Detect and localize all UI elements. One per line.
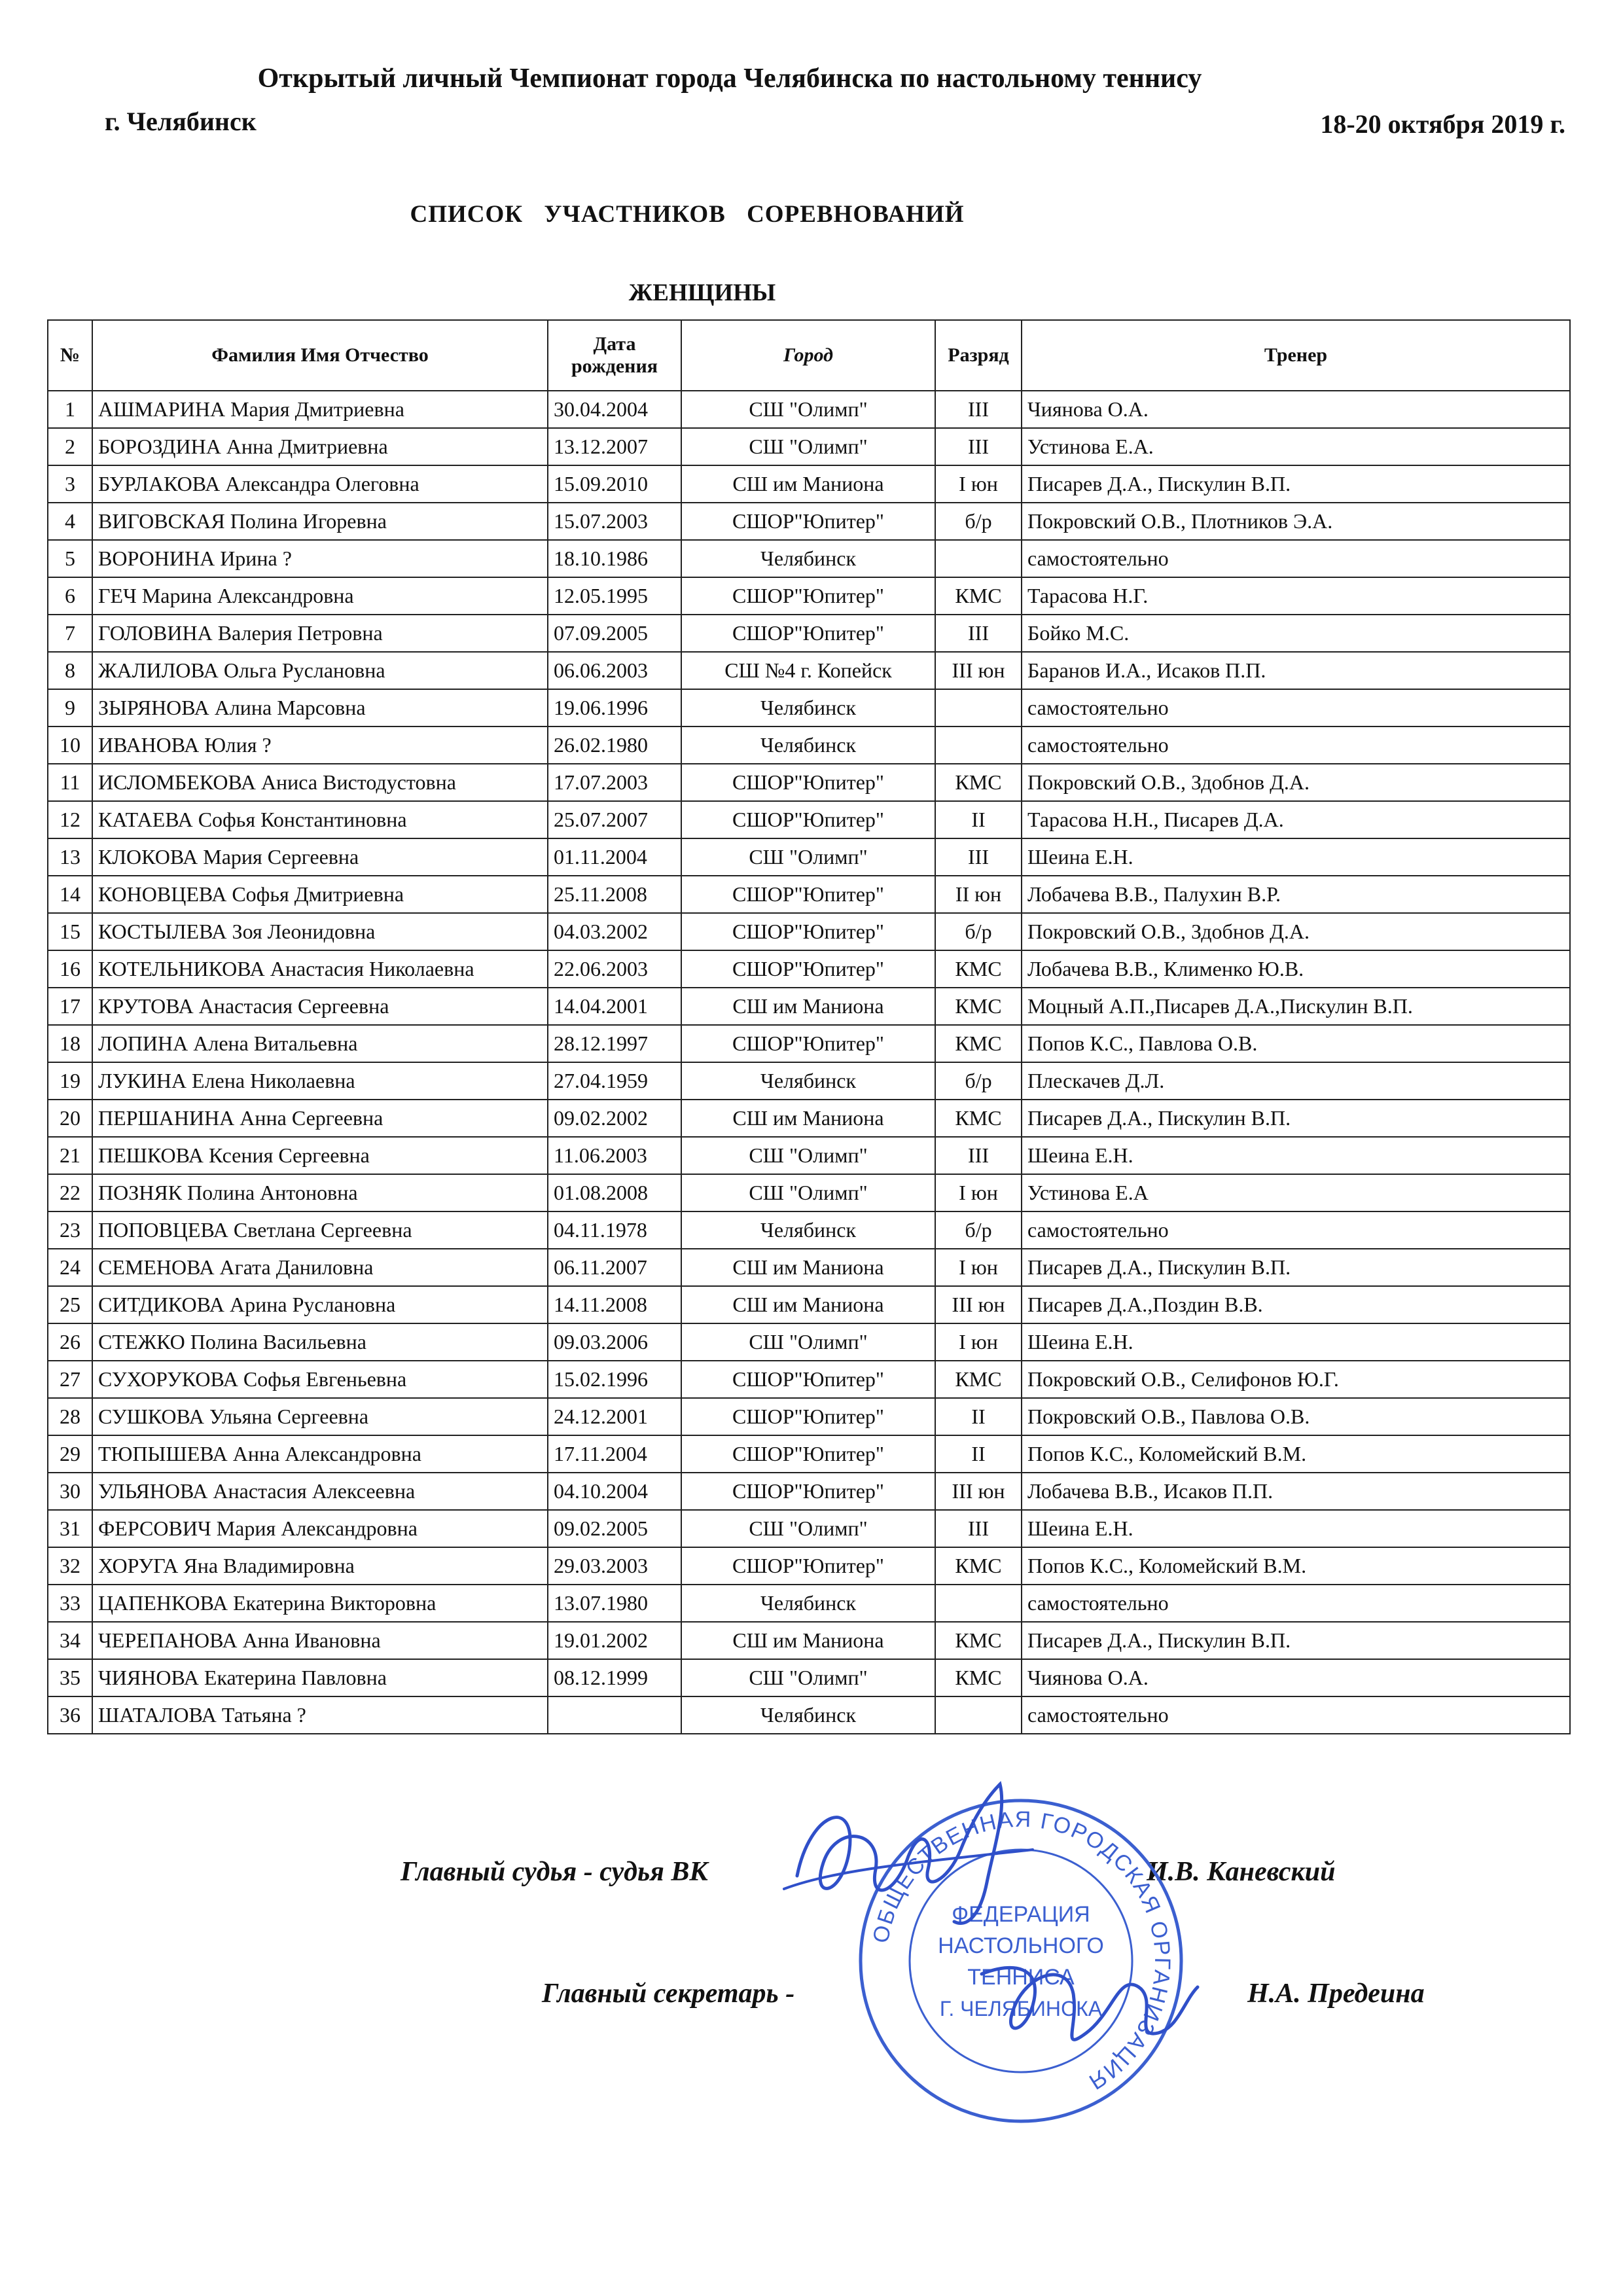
participant-name: ГЕЧ Марина Александровна — [92, 577, 548, 615]
participant-coach: Баранов И.А., Исаков П.П. — [1022, 652, 1570, 689]
participant-name: КОНОВЦЕВА Софья Дмитриевна — [92, 876, 548, 913]
birth-date: 01.11.2004 — [548, 838, 681, 876]
table-row — [48, 1062, 1570, 1100]
participant-city: Челябинск — [681, 1696, 935, 1734]
birth-date: 19.06.1996 — [548, 689, 681, 726]
participant-rank: III — [935, 428, 1022, 465]
participant-rank: I юн — [935, 465, 1022, 503]
birth-date: 09.03.2006 — [548, 1323, 681, 1361]
event-dates: 18-20 октября 2019 г. — [1320, 109, 1565, 139]
participant-coach: Писарев Д.А.,Поздин В.В. — [1022, 1286, 1570, 1323]
participant-city: СШ "Олимп" — [681, 1137, 935, 1174]
participant-rank: КМС — [935, 988, 1022, 1025]
birth-date: 15.07.2003 — [548, 503, 681, 540]
table-row — [48, 465, 1570, 503]
participants-table — [47, 319, 1571, 1734]
participant-city: СШ "Олимп" — [681, 1323, 935, 1361]
header-coach: Тренер — [1022, 320, 1570, 391]
chief-judge-label: Главный судья - судья ВК — [401, 1857, 708, 1887]
row-number: 21 — [48, 1137, 92, 1174]
participant-name: ЧЕРЕПАНОВА Анна Ивановна — [92, 1622, 548, 1659]
participant-coach: самостоятельно — [1022, 726, 1570, 764]
birth-date: 28.12.1997 — [548, 1025, 681, 1062]
participant-rank: КМС — [935, 1361, 1022, 1398]
participant-name: СУХОРУКОВА Софья Евгеньевна — [92, 1361, 548, 1398]
participant-coach: Писарев Д.А., Пискулин В.П. — [1022, 465, 1570, 503]
row-number: 1 — [48, 391, 92, 428]
participant-city: Челябинск — [681, 726, 935, 764]
participant-name: КОТЕЛЬНИКОВА Анастасия Николаевна — [92, 950, 548, 988]
row-number: 12 — [48, 801, 92, 838]
birth-date: 12.05.1995 — [548, 577, 681, 615]
birth-date: 15.02.1996 — [548, 1361, 681, 1398]
header-rank: Разряд — [935, 320, 1022, 391]
participant-coach: Чиянова О.А. — [1022, 391, 1570, 428]
chief-secretary-name: Н.А. Предеина — [1247, 1979, 1425, 2009]
participant-rank: КМС — [935, 1622, 1022, 1659]
participant-coach: самостоятельно — [1022, 689, 1570, 726]
birth-date: 08.12.1999 — [548, 1659, 681, 1696]
participant-name: ФЕРСОВИЧ Мария Александровна — [92, 1510, 548, 1547]
participant-rank: III — [935, 1510, 1022, 1547]
table-row — [48, 726, 1570, 764]
row-number: 14 — [48, 876, 92, 913]
participant-name: АШМАРИНА Мария Дмитриевна — [92, 391, 548, 428]
participant-coach: Шеина Е.Н. — [1022, 838, 1570, 876]
table-row — [48, 1323, 1570, 1361]
row-number: 19 — [48, 1062, 92, 1100]
participant-rank: II — [935, 801, 1022, 838]
row-number: 36 — [48, 1696, 92, 1734]
table-row — [48, 428, 1570, 465]
table-row — [48, 1137, 1570, 1174]
stamp-center-line1: ФЕДЕРАЦИЯ — [952, 1902, 1090, 1927]
participant-rank: КМС — [935, 1025, 1022, 1062]
participant-coach: самостоятельно — [1022, 1211, 1570, 1249]
table-row — [48, 1398, 1570, 1435]
row-number: 32 — [48, 1547, 92, 1585]
participant-name: ЖАЛИЛОВА Ольга Руслановна — [92, 652, 548, 689]
participant-name: ХОРУГА Яна Владимировна — [92, 1547, 548, 1585]
participant-rank: КМС — [935, 1547, 1022, 1585]
row-number: 7 — [48, 615, 92, 652]
birth-date: 17.11.2004 — [548, 1435, 681, 1473]
participant-coach: Писарев Д.А., Пискулин В.П. — [1022, 1249, 1570, 1286]
participant-name: ЦАПЕНКОВА Екатерина Викторовна — [92, 1585, 548, 1622]
table-row — [48, 1510, 1570, 1547]
table-row — [48, 577, 1570, 615]
stamp-center-line4: Г. ЧЕЛЯБИНСКА — [939, 1997, 1103, 2020]
table-row — [48, 503, 1570, 540]
participant-coach: Тарасова Н.Н., Писарев Д.А. — [1022, 801, 1570, 838]
row-number: 9 — [48, 689, 92, 726]
birth-date: 30.04.2004 — [548, 391, 681, 428]
participant-city: СШ им Маниона — [681, 1100, 935, 1137]
row-number: 33 — [48, 1585, 92, 1622]
table-row — [48, 988, 1570, 1025]
participant-coach: Лобачева В.В., Палухин В.Р. — [1022, 876, 1570, 913]
table-row — [48, 1361, 1570, 1398]
table-row — [48, 391, 1570, 428]
signature-stroke-1 — [797, 1784, 1002, 1924]
birth-date — [548, 1696, 681, 1734]
participant-coach: Попов К.С., Коломейский В.М. — [1022, 1435, 1570, 1473]
participant-name: СЕМЕНОВА Агата Даниловна — [92, 1249, 548, 1286]
table-row — [48, 1174, 1570, 1211]
participant-city: Челябинск — [681, 1211, 935, 1249]
participant-rank: КМС — [935, 1100, 1022, 1137]
participant-rank: III — [935, 838, 1022, 876]
participant-city: СШОР"Юпитер" — [681, 1025, 935, 1062]
row-number: 13 — [48, 838, 92, 876]
birth-date: 06.06.2003 — [548, 652, 681, 689]
participant-coach: Писарев Д.А., Пискулин В.П. — [1022, 1622, 1570, 1659]
birth-date: 17.07.2003 — [548, 764, 681, 801]
signature-stroke-3 — [982, 1967, 1198, 2039]
participant-name: ПОПОВЦЕВА Светлана Сергеевна — [92, 1211, 548, 1249]
participant-city: СШОР"Юпитер" — [681, 503, 935, 540]
participant-city: СШ "Олимп" — [681, 1174, 935, 1211]
participant-coach: Устинова Е.А — [1022, 1174, 1570, 1211]
row-number: 16 — [48, 950, 92, 988]
table-row — [48, 615, 1570, 652]
row-number: 17 — [48, 988, 92, 1025]
participant-coach: Попов К.С., Коломейский В.М. — [1022, 1547, 1570, 1585]
participant-city: СШ им Маниона — [681, 1622, 935, 1659]
participant-rank — [935, 1585, 1022, 1622]
participant-name: ТЮПЫШЕВА Анна Александровна — [92, 1435, 548, 1473]
table-row — [48, 1473, 1570, 1510]
participant-name: ШАТАЛОВА Татьяна ? — [92, 1696, 548, 1734]
participant-rank: б/р — [935, 1211, 1022, 1249]
participant-city: СШОР"Юпитер" — [681, 1398, 935, 1435]
row-number: 4 — [48, 503, 92, 540]
participant-name: УЛЬЯНОВА Анастасия Алексеевна — [92, 1473, 548, 1510]
row-number: 28 — [48, 1398, 92, 1435]
participant-city: СШ им Маниона — [681, 1286, 935, 1323]
participant-rank — [935, 689, 1022, 726]
participant-city: СШОР"Юпитер" — [681, 1361, 935, 1398]
header-birthdate — [548, 320, 681, 391]
participant-city: СШОР"Юпитер" — [681, 913, 935, 950]
row-number: 25 — [48, 1286, 92, 1323]
participant-name: ЛУКИНА Елена Николаевна — [92, 1062, 548, 1100]
birth-date: 04.10.2004 — [548, 1473, 681, 1510]
participant-coach: Покровский О.В., Здобнов Д.А. — [1022, 764, 1570, 801]
table-row — [48, 876, 1570, 913]
participant-name: ПЕШКОВА Ксения Сергеевна — [92, 1137, 548, 1174]
row-number: 20 — [48, 1100, 92, 1137]
participant-coach: самостоятельно — [1022, 540, 1570, 577]
participant-city: Челябинск — [681, 1585, 935, 1622]
participant-name: СУШКОВА Ульяна Сергеевна — [92, 1398, 548, 1435]
row-number: 30 — [48, 1473, 92, 1510]
table-row — [48, 838, 1570, 876]
participant-city: СШОР"Юпитер" — [681, 1435, 935, 1473]
city-label: г. Челябинск — [105, 107, 257, 136]
header-name: Фамилия Имя Отчество — [92, 320, 548, 391]
participant-city: Челябинск — [681, 540, 935, 577]
participant-name: СТЕЖКО Полина Васильевна — [92, 1323, 548, 1361]
row-number: 22 — [48, 1174, 92, 1211]
chief-judge-name: И.В. Каневский — [1147, 1857, 1336, 1887]
participant-city: СШ №4 г. Копейск — [681, 652, 935, 689]
participant-city: СШ "Олимп" — [681, 1659, 935, 1696]
birth-date: 14.11.2008 — [548, 1286, 681, 1323]
participant-city: СШОР"Юпитер" — [681, 876, 935, 913]
table-row — [48, 689, 1570, 726]
participant-name: БОРОЗДИНА Анна Дмитриевна — [92, 428, 548, 465]
participant-city: СШОР"Юпитер" — [681, 950, 935, 988]
participant-coach: Шеина Е.Н. — [1022, 1510, 1570, 1547]
participant-name: СИТДИКОВА Арина Руслановна — [92, 1286, 548, 1323]
table-row — [48, 913, 1570, 950]
participant-rank: б/р — [935, 913, 1022, 950]
list-heading: СПИСОК УЧАСТНИКОВ СОРЕВНОВАНИЙ — [410, 201, 965, 228]
table-header-row — [48, 320, 1570, 391]
participant-name: ПЕРШАНИНА Анна Сергеевна — [92, 1100, 548, 1137]
participant-name: ГОЛОВИНА Валерия Петровна — [92, 615, 548, 652]
table-row — [48, 764, 1570, 801]
birth-date: 01.08.2008 — [548, 1174, 681, 1211]
participant-coach: Покровский О.В., Плотников Э.А. — [1022, 503, 1570, 540]
participant-coach: Лобачева В.В., Исаков П.П. — [1022, 1473, 1570, 1510]
row-number: 27 — [48, 1361, 92, 1398]
birth-date: 11.06.2003 — [548, 1137, 681, 1174]
table-row — [48, 1435, 1570, 1473]
participant-coach: Устинова Е.А. — [1022, 428, 1570, 465]
table-row — [48, 1585, 1570, 1622]
group-heading: ЖЕНЩИНЫ — [628, 279, 776, 306]
table-row — [48, 1286, 1570, 1323]
table-row — [48, 1659, 1570, 1696]
table-row — [48, 1547, 1570, 1585]
row-number: 15 — [48, 913, 92, 950]
row-number: 24 — [48, 1249, 92, 1286]
participant-rank: КМС — [935, 950, 1022, 988]
participant-city: СШОР"Юпитер" — [681, 801, 935, 838]
participant-rank: КМС — [935, 764, 1022, 801]
row-number: 26 — [48, 1323, 92, 1361]
birth-date: 15.09.2010 — [548, 465, 681, 503]
participant-city: СШ "Олимп" — [681, 838, 935, 876]
participant-coach: Плескачев Д.Л. — [1022, 1062, 1570, 1100]
participant-name: КЛОКОВА Мария Сергеевна — [92, 838, 548, 876]
participant-coach: Шеина Е.Н. — [1022, 1137, 1570, 1174]
row-number: 18 — [48, 1025, 92, 1062]
participant-name: ВОРОНИНА Ирина ? — [92, 540, 548, 577]
participant-coach: самостоятельно — [1022, 1585, 1570, 1622]
participant-coach: Шеина Е.Н. — [1022, 1323, 1570, 1361]
row-number: 23 — [48, 1211, 92, 1249]
row-number: 35 — [48, 1659, 92, 1696]
participant-city: СШОР"Юпитер" — [681, 1473, 935, 1510]
participant-coach: Чиянова О.А. — [1022, 1659, 1570, 1696]
participant-city: СШ им Маниона — [681, 988, 935, 1025]
participant-rank: I юн — [935, 1323, 1022, 1361]
participant-name: БУРЛАКОВА Александра Олеговна — [92, 465, 548, 503]
participant-name: ИВАНОВА Юлия ? — [92, 726, 548, 764]
header-city: Город — [681, 320, 935, 391]
row-number: 3 — [48, 465, 92, 503]
birth-date: 13.12.2007 — [548, 428, 681, 465]
participant-name: ЗЫРЯНОВА Алина Марсовна — [92, 689, 548, 726]
stamp-center-line3: ТЕННИСА — [967, 1965, 1075, 1990]
participant-coach: Покровский О.В., Павлова О.В. — [1022, 1398, 1570, 1435]
table-row — [48, 1100, 1570, 1137]
participant-city: СШОР"Юпитер" — [681, 1547, 935, 1585]
stamp-center-line2: НАСТОЛЬНОГО — [938, 1933, 1104, 1958]
participant-coach: самостоятельно — [1022, 1696, 1570, 1734]
participant-rank: III юн — [935, 1473, 1022, 1510]
row-number: 31 — [48, 1510, 92, 1547]
row-number: 11 — [48, 764, 92, 801]
secretary-signature — [962, 1935, 1211, 2066]
participant-rank: II — [935, 1398, 1022, 1435]
birth-date: 25.07.2007 — [548, 801, 681, 838]
participant-rank — [935, 1696, 1022, 1734]
row-number: 34 — [48, 1622, 92, 1659]
row-number: 5 — [48, 540, 92, 577]
birth-date: 27.04.1959 — [548, 1062, 681, 1100]
participant-rank: III юн — [935, 652, 1022, 689]
participant-name: КОСТЫЛЕВА Зоя Леонидовна — [92, 913, 548, 950]
birth-date: 18.10.1986 — [548, 540, 681, 577]
participant-rank: I юн — [935, 1174, 1022, 1211]
birth-date: 26.02.1980 — [548, 726, 681, 764]
birth-date: 06.11.2007 — [548, 1249, 681, 1286]
birth-date: 14.04.2001 — [548, 988, 681, 1025]
participant-rank: III — [935, 391, 1022, 428]
participant-name: ВИГОВСКАЯ Полина Игоревна — [92, 503, 548, 540]
participant-rank: II юн — [935, 876, 1022, 913]
birth-date: 04.03.2002 — [548, 913, 681, 950]
row-number: 6 — [48, 577, 92, 615]
chief-secretary-label: Главный секретарь - — [542, 1979, 795, 2009]
participant-rank: б/р — [935, 503, 1022, 540]
participant-city: СШОР"Юпитер" — [681, 764, 935, 801]
table-row — [48, 1249, 1570, 1286]
participant-name: КАТАЕВА Софья Константиновна — [92, 801, 548, 838]
participant-name: ЛОПИНА Алена Витальевна — [92, 1025, 548, 1062]
participant-name: ИСЛОМБЕКОВА Аниса Вистодустовна — [92, 764, 548, 801]
birth-date: 04.11.1978 — [548, 1211, 681, 1249]
participant-city: СШ им Маниона — [681, 1249, 935, 1286]
participant-coach: Покровский О.В., Селифонов Ю.Г. — [1022, 1361, 1570, 1398]
table-row — [48, 540, 1570, 577]
table-row — [48, 950, 1570, 988]
participant-rank: III юн — [935, 1286, 1022, 1323]
participant-city: СШОР"Юпитер" — [681, 577, 935, 615]
birth-date: 09.02.2005 — [548, 1510, 681, 1547]
participant-rank: КМС — [935, 577, 1022, 615]
table-row — [48, 652, 1570, 689]
participant-rank: III — [935, 615, 1022, 652]
birth-date: 09.02.2002 — [548, 1100, 681, 1137]
row-number: 2 — [48, 428, 92, 465]
header-birthdate-line1: Дата — [593, 332, 636, 355]
birth-date: 19.01.2002 — [548, 1622, 681, 1659]
participant-city: СШ "Олимп" — [681, 428, 935, 465]
participant-city: СШ "Олимп" — [681, 1510, 935, 1547]
birth-date: 07.09.2005 — [548, 615, 681, 652]
participant-rank — [935, 726, 1022, 764]
participant-coach: Бойко М.С. — [1022, 615, 1570, 652]
participant-city: СШ "Олимп" — [681, 391, 935, 428]
participant-coach: Писарев Д.А., Пискулин В.П. — [1022, 1100, 1570, 1137]
birth-date: 24.12.2001 — [548, 1398, 681, 1435]
participant-name: ЧИЯНОВА Екатерина Павловна — [92, 1659, 548, 1696]
participant-rank: КМС — [935, 1659, 1022, 1696]
row-number: 8 — [48, 652, 92, 689]
participant-city: Челябинск — [681, 1062, 935, 1100]
birth-date: 29.03.2003 — [548, 1547, 681, 1585]
table-row — [48, 801, 1570, 838]
participant-coach: Покровский О.В., Здобнов Д.А. — [1022, 913, 1570, 950]
participant-city: Челябинск — [681, 689, 935, 726]
participant-coach: Лобачева В.В., Клименко Ю.В. — [1022, 950, 1570, 988]
participant-city: СШ им Маниона — [681, 465, 935, 503]
participant-rank: I юн — [935, 1249, 1022, 1286]
participant-rank: б/р — [935, 1062, 1022, 1100]
participant-coach: Тарасова Н.Г. — [1022, 577, 1570, 615]
table-row — [48, 1025, 1570, 1062]
birth-date: 22.06.2003 — [548, 950, 681, 988]
birth-date: 25.11.2008 — [548, 876, 681, 913]
participant-name: ПОЗНЯК Полина Антоновна — [92, 1174, 548, 1211]
participant-rank: II — [935, 1435, 1022, 1473]
participant-coach: Моцный А.П.,Писарев Д.А.,Пискулин В.П. — [1022, 988, 1570, 1025]
table-row — [48, 1622, 1570, 1659]
participant-coach: Попов К.С., Павлова О.В. — [1022, 1025, 1570, 1062]
header-birthdate-line2: рождения — [571, 355, 658, 377]
chief-judge-signature — [771, 1771, 1046, 1941]
row-number: 29 — [48, 1435, 92, 1473]
participant-name: КРУТОВА Анастасия Сергеевна — [92, 988, 548, 1025]
participant-rank — [935, 540, 1022, 577]
table-row — [48, 1211, 1570, 1249]
document-title: Открытый личный Чемпионат города Челябинска по настольному теннису — [257, 63, 1202, 94]
birth-date: 13.07.1980 — [548, 1585, 681, 1622]
header-num: № — [48, 320, 92, 391]
participant-city: СШОР"Юпитер" — [681, 615, 935, 652]
stamp-ring-text: ОБЩЕСТВЕННАЯ ГОРОДСКАЯ ОРГАНИЗАЦИЯ — [868, 1806, 1175, 2095]
row-number: 10 — [48, 726, 92, 764]
participant-rank: III — [935, 1137, 1022, 1174]
table-row — [48, 1696, 1570, 1734]
